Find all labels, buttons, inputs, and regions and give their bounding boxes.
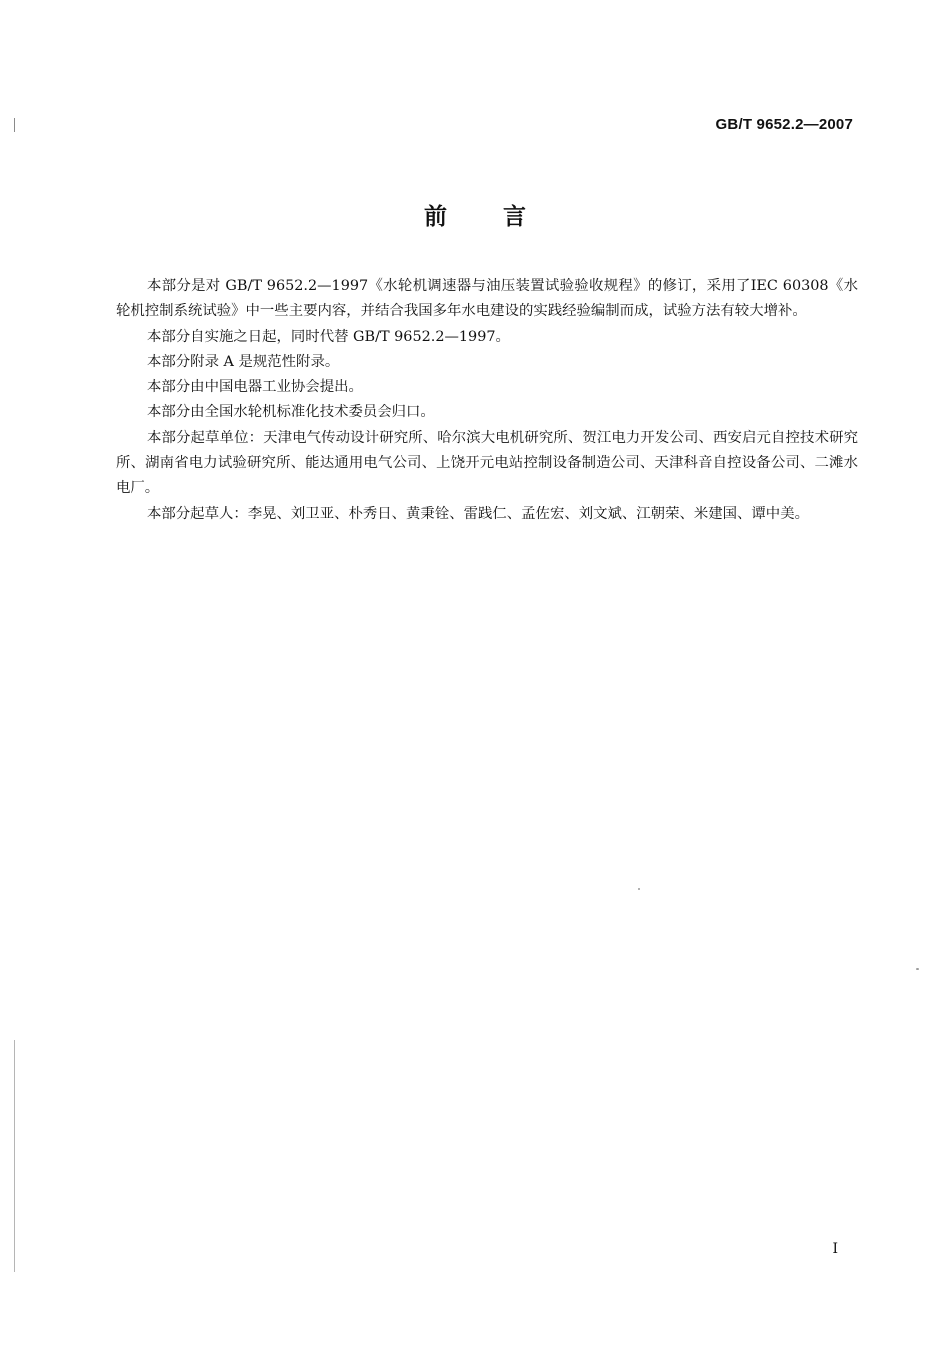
paragraph-proposer: 本部分由中国电器工业协会提出。	[147, 379, 363, 396]
paragraph-technical-committee: 本部分由全国水轮机标准化技术委员会归口。	[147, 404, 435, 421]
paragraph-annex-note: 本部分附录 A 是规范性附录。	[147, 353, 340, 370]
paragraph-drafting-organizations: 本部分起草单位：天津电气传动设计研究所、哈尔滨大电机研究所、贺江电力开发公司、西安启元自控技术研究所、湖南省电力试验研究所、能达通用电气公司、上饶开元电站控制设备制造公司、天津科音自控设备公司、二滩水电厂。	[116, 429, 858, 497]
paragraph-revision-note: 本部分是对 GB/T 9652.2—1997《水轮机调速器与油压装置试验验收规程》的修订，采用了IEC 60308《水轮机控制系统试验》中一些主要内容，并结合我国多年水电建设的实践经验编制而成，试验方法有较大增补。	[116, 278, 858, 320]
paragraph-replacement-note: 本部分自实施之日起，同时代替 GB/T 9652.2—1997。	[147, 328, 510, 345]
scan-edge-mark-top	[14, 118, 15, 132]
scan-speck	[638, 888, 640, 890]
standard-number: GB/T 9652.2—2007	[715, 116, 853, 133]
scan-speck	[916, 968, 919, 970]
page-title: 前言	[424, 204, 582, 230]
scan-edge-mark-bottom	[14, 1040, 15, 1272]
foreword-body	[116, 274, 858, 527]
page-number: I	[832, 1241, 838, 1257]
paragraph-drafters: 本部分起草人：李晃、刘卫亚、朴秀日、黄秉铨、雷践仁、孟佐宏、刘文斌、江朝荣、米建国、谭中美。	[147, 505, 809, 522]
